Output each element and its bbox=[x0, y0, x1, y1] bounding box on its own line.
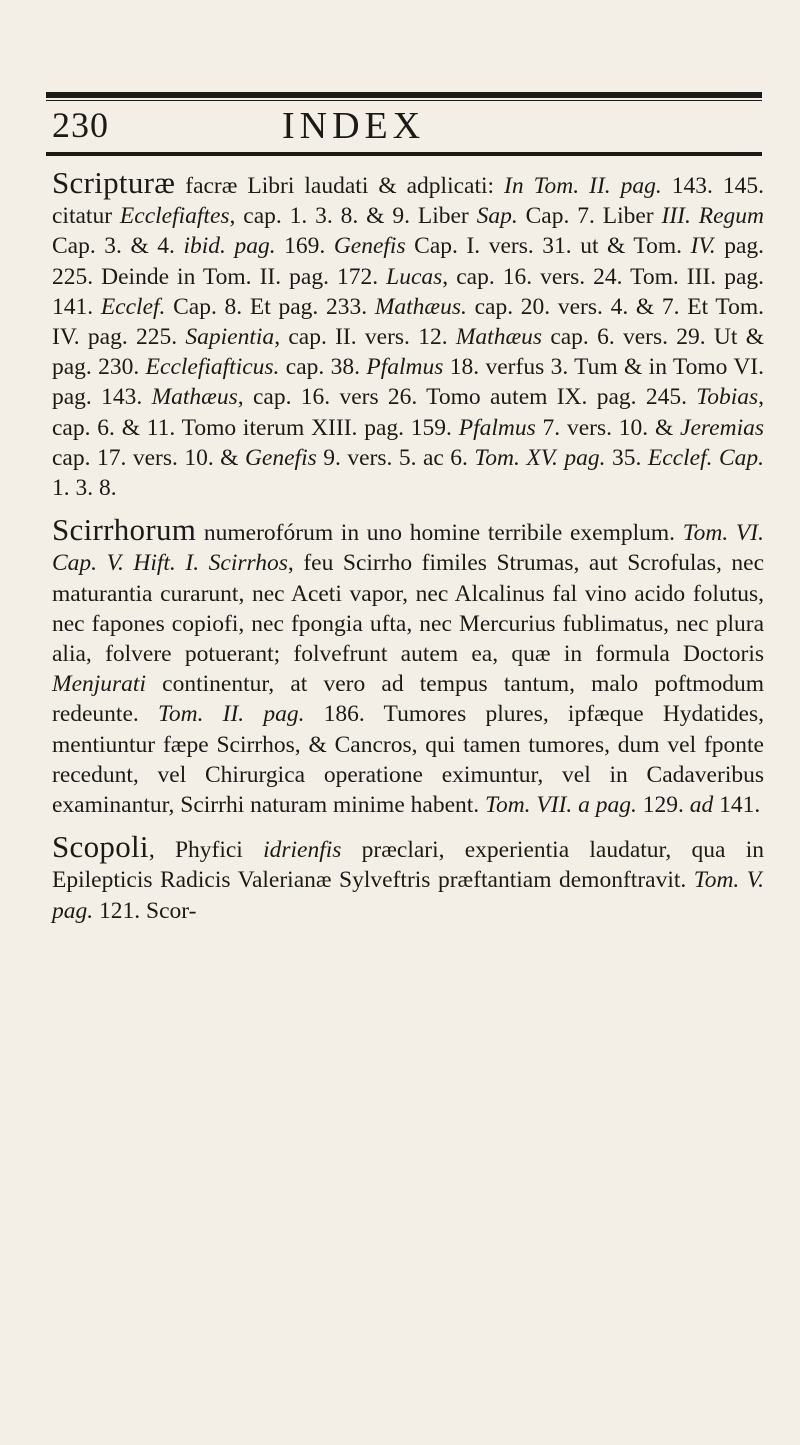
text-run: 129. bbox=[636, 792, 690, 819]
italic-run: Pfalmus bbox=[458, 414, 536, 441]
text-run: 186. Tumores plures, ipfæque Hydatides, mentiuntur fæpe Scirrhos, & Cancros, qui tamen tumores, dum vel fponte recedunt, vel Chirurgica operatione eximuntur, vel in Cadaveribus examinantur, Scirrhi naturam minime habent. bbox=[52, 701, 764, 819]
text-run: continentur, at vero ad tempus tantum, malo poftmodum redeunte. bbox=[52, 671, 764, 728]
italic-run: Tom. VII. a pag. bbox=[485, 792, 637, 819]
italic-run: Tom. V. pag. bbox=[52, 867, 764, 924]
italic-run: Ecclefiafticus. bbox=[145, 354, 280, 381]
italic-run: Jeremias bbox=[680, 414, 764, 441]
header-rule bbox=[46, 152, 762, 156]
top-rule bbox=[46, 92, 762, 98]
text-run: Cap. 8. Et pag. 233. bbox=[165, 293, 375, 320]
italic-run: ad bbox=[689, 792, 714, 819]
text-run: , Phyfici bbox=[148, 837, 264, 864]
index-content bbox=[52, 165, 765, 926]
italic-run: Mathæus bbox=[455, 324, 543, 351]
text-run: 141. bbox=[713, 792, 761, 819]
italic-run: Sapientia bbox=[185, 324, 275, 351]
italic-run: Mathæus. bbox=[374, 293, 467, 320]
page-number: 230 bbox=[52, 105, 109, 145]
entry-lemma: Scripturæ bbox=[52, 165, 176, 200]
index-entry-scripturae bbox=[52, 165, 765, 503]
text-run: cap. 17. vers. 10. & bbox=[52, 444, 245, 471]
page-header bbox=[52, 104, 758, 154]
text-run: cap. 38. bbox=[279, 354, 367, 381]
italic-run: Menjurati bbox=[52, 671, 146, 698]
text-run: 9. vers. 5. ac 6. bbox=[316, 444, 475, 471]
italic-run: Ecclef. bbox=[100, 293, 166, 320]
text-run: 7. vers. 10. & bbox=[535, 414, 681, 441]
italic-run: ibid. pag. bbox=[183, 233, 276, 260]
entry-lemma: Scopoli bbox=[52, 829, 149, 865]
text-run: , feu Scirrho fimiles Strumas, aut Scrofulas, nec maturantia curarunt, nec Aceti vapor, nec Alcalinus fal vino acido folutus, nec fapones copiofi, nec fpongia ufta, nec Mercurius fublimatus, nec plura alia, folvere potuerant; folvefrunt autem ea, quæ in formula Doctoris bbox=[52, 550, 765, 668]
italic-run: In Tom. II. pag. bbox=[504, 173, 662, 199]
italic-run: Tom. VI. Cap. V. Hift. I. Scirrhos bbox=[52, 520, 764, 577]
italic-run: Tobias bbox=[696, 384, 759, 411]
italic-run: Tom. XV. pag. bbox=[474, 444, 606, 471]
text-run: 35. bbox=[605, 444, 648, 471]
entry-body bbox=[52, 173, 764, 501]
italic-run: Genefis bbox=[244, 444, 317, 471]
italic-run: Genefis bbox=[333, 233, 406, 260]
text-run: facræ Libri laudati & adplicati: bbox=[175, 173, 505, 199]
text-run: , cap. 16. vers. 24. Tom. III. pag. 141. bbox=[52, 263, 764, 320]
italic-run: Pfalmus bbox=[366, 354, 444, 381]
italic-run: Ecclefiaftes bbox=[119, 203, 230, 230]
entry-body bbox=[52, 837, 764, 923]
text-run: , cap. 6. & 11. Tomo iterum XIII. pag. 159. bbox=[52, 384, 764, 441]
italic-run: idrienfis bbox=[263, 837, 342, 864]
text-run: cap. 20. vers. 4. & 7. Et Tom. IV. pag. 225. bbox=[52, 293, 764, 351]
entry-body bbox=[52, 520, 764, 818]
text-run: cap. 6. vers. 29. Ut & pag. 230. bbox=[52, 324, 764, 381]
italic-run: Sap. bbox=[476, 203, 518, 230]
text-run: , cap. 1. 3. 8. & 9. Liber bbox=[229, 203, 477, 230]
italic-run: Ecclef. Cap. bbox=[647, 444, 764, 471]
text-run: numerofórum in uno homine terribile exemplum. bbox=[196, 520, 683, 547]
text-run: præclari, experientia laudatur, qua in Epilepticis Radicis Valerianæ Sylveftris præftantiam demonftravit. bbox=[52, 837, 764, 894]
index-entry-scirrhorum bbox=[52, 512, 765, 820]
italic-run: Tom. II. pag. bbox=[157, 701, 305, 728]
text-run: Cap. 3. & 4. bbox=[52, 233, 184, 260]
text-run: Cap. I. vers. 31. ut & Tom. bbox=[405, 233, 691, 260]
text-run: 18. verfus 3. Tum & in Tomo VI. pag. 143. bbox=[52, 354, 764, 411]
text-run: , cap. 16. vers 26. Tomo autem IX. pag. 245. bbox=[237, 384, 697, 411]
text-run: , cap. II. vers. 12. bbox=[274, 324, 456, 351]
top-rule-thin bbox=[46, 100, 762, 101]
text-run: 121. Scor- bbox=[93, 897, 197, 924]
italic-run: IV. bbox=[690, 233, 716, 260]
entry-lemma: Scirrhorum bbox=[52, 512, 197, 548]
text-run: 169. bbox=[275, 233, 334, 260]
running-head: INDEX bbox=[282, 105, 426, 147]
text-run: Cap. 7. Liber bbox=[517, 203, 662, 230]
text-run: 1. 3. 8. bbox=[52, 475, 117, 502]
italic-run: III. Regum bbox=[661, 203, 765, 230]
italic-run: Lucas bbox=[386, 263, 443, 290]
text-run: pag. 225. Deinde in Tom. II. pag. 172. bbox=[52, 233, 764, 290]
text-run: 143. 145. citatur bbox=[52, 173, 764, 230]
index-entry-scopoli bbox=[52, 829, 764, 926]
italic-run: Mathæus bbox=[151, 384, 238, 411]
